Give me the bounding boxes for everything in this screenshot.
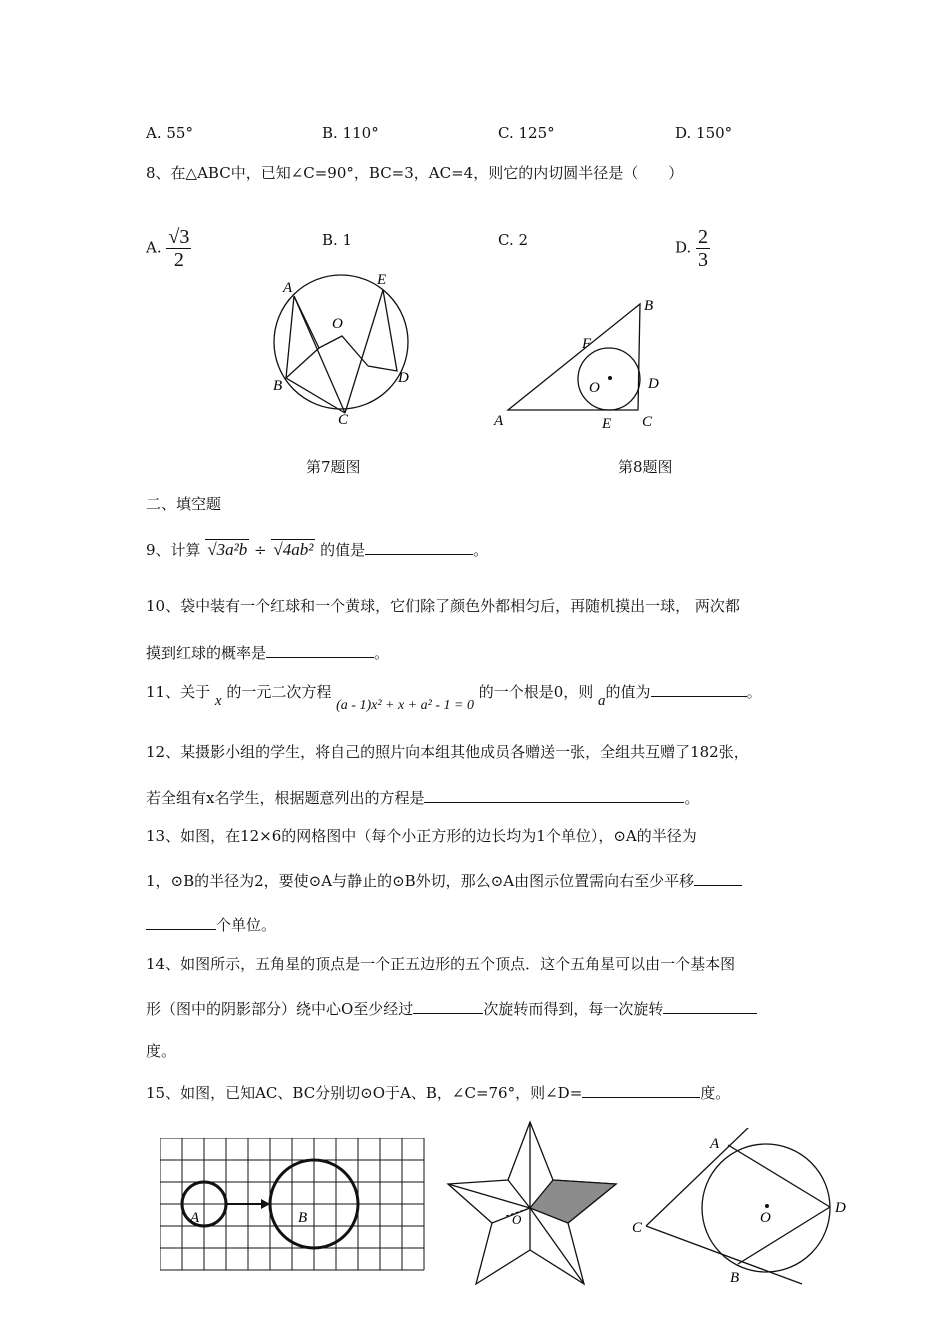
fig15-chord-bd xyxy=(738,1207,830,1264)
q14-line-2 xyxy=(146,997,757,1019)
q9-answer-blank[interactable] xyxy=(365,538,473,555)
q11-prefix: 11、关于 xyxy=(146,683,211,701)
fig8-label-b: B xyxy=(644,298,654,314)
fig15-tangent-cb xyxy=(646,1226,802,1284)
q12-answer-blank[interactable] xyxy=(424,786,684,803)
q7-option-d: D. 150° xyxy=(675,124,733,142)
fig15-label-c: C xyxy=(632,1220,643,1236)
q8-option-d-prefix: D. xyxy=(675,238,692,257)
q11-suffix: 的值为 xyxy=(605,683,651,701)
q9-expr-1: √3a²b xyxy=(207,540,248,559)
q13-line-2-text: 1，⊙B的半径为2，要使⊙A与静止的⊙B外切，那么⊙A由图示位置需向右至少平移 xyxy=(146,872,695,890)
q11-answer-blank[interactable] xyxy=(651,680,747,697)
fig14-shaded-region xyxy=(530,1180,616,1223)
q13-line-3-suffix: 个单位。 xyxy=(216,916,277,934)
q7-option-b: B. 110° xyxy=(322,124,379,142)
q15-prefix: 15、如图，已知AC、BC分别切⊙O于A、B，∠C=76°，则∠D= xyxy=(146,1084,583,1102)
fig8-label-f: F xyxy=(582,336,592,352)
q14-answer-blank-2[interactable] xyxy=(663,997,757,1014)
fig15-center-dot xyxy=(765,1204,769,1208)
fig7-chord-ec xyxy=(345,290,383,413)
q10-answer-blank[interactable] xyxy=(266,641,374,658)
q10-line-2-prefix: 摸到红球的概率是 xyxy=(146,644,267,662)
q15-answer-blank[interactable] xyxy=(582,1081,700,1098)
fig15-circle xyxy=(702,1144,830,1272)
figure-8-triangle-diagram xyxy=(488,290,678,440)
figure-14-star-diagram xyxy=(444,1118,626,1290)
q8-option-a-prefix: A. xyxy=(146,238,162,257)
q9-operator: ÷ xyxy=(254,541,267,559)
fig15-label-b: B xyxy=(730,1270,740,1286)
fig8-label-c: C xyxy=(642,414,653,430)
q11-end: 。 xyxy=(746,683,762,701)
fig7-label-a: A xyxy=(283,280,293,296)
q13-answer-blank-part-2[interactable] xyxy=(146,913,216,930)
q8-option-a xyxy=(146,226,191,271)
fig14-label-o: O xyxy=(512,1212,522,1227)
section-title-fill-in: 二、填空题 xyxy=(146,495,222,513)
q11 xyxy=(146,680,762,713)
q8-option-d-fraction xyxy=(696,226,710,271)
fig8-label-a: A xyxy=(494,413,504,429)
q12-line-2 xyxy=(146,786,699,808)
fig13-label-b: B xyxy=(298,1210,308,1226)
q14-line-2-prefix: 形（图中的阴影部分）绕中心O至少经过 xyxy=(146,1000,414,1018)
q9-end: 。 xyxy=(473,541,489,559)
q14-line-2-mid: 次旋转而得到，每一次旋转 xyxy=(483,1000,664,1018)
q10-end: 。 xyxy=(374,644,390,662)
q7-option-a: A. 55° xyxy=(146,124,193,142)
q11-var-x: x xyxy=(214,693,222,709)
fig8-label-d: D xyxy=(648,376,659,392)
q15-suffix: 度。 xyxy=(700,1084,731,1102)
fig15-chord-ad xyxy=(728,1145,830,1207)
q11-var-a: a xyxy=(598,693,606,709)
q8-option-b: B. 1 xyxy=(322,231,353,249)
fig7-label-d: D xyxy=(398,370,409,386)
q14-line-1: 14、如图所示，五角星的顶点是一个正五边形的五个顶点．这个五角星可以由一个基本图 xyxy=(146,955,736,973)
q14-answer-blank-1[interactable] xyxy=(413,997,483,1014)
fig7-label-b: B xyxy=(273,378,283,394)
q12-line-1: 12、某摄影小组的学生，将自己的照片向本组其他成员各赠送一张，全组共互赠了182张， xyxy=(146,743,749,761)
fig7-line-ob xyxy=(286,348,319,378)
figure-7-circle-diagram xyxy=(265,268,425,428)
q8-option-d xyxy=(675,226,710,271)
fig8-center-dot xyxy=(608,376,612,380)
fig7-circle xyxy=(274,275,408,409)
figure-8-caption: 第8题图 xyxy=(618,458,673,476)
fig7-lines-aod xyxy=(294,296,368,366)
fig7-chord-ed xyxy=(368,290,397,371)
q10-line-2 xyxy=(146,641,389,663)
q9 xyxy=(146,538,488,560)
q11-mid-2: 的一个根是0，则 xyxy=(478,683,594,701)
q9-prefix: 9、计算 xyxy=(146,541,201,559)
fig15-label-d: D xyxy=(835,1200,846,1216)
fig7-label-o: O xyxy=(332,316,343,332)
fig8-label-o: O xyxy=(589,380,600,396)
q11-equation: (a - 1)x² + x + a² - 1 = 0 xyxy=(336,698,474,713)
q11-mid: 的一元二次方程 xyxy=(226,683,332,701)
q13-answer-blank-part-1[interactable] xyxy=(694,869,742,886)
fig7-chord-abc xyxy=(286,296,345,413)
fig15-tangent-ca xyxy=(646,1128,750,1226)
q13-line-2 xyxy=(146,869,742,891)
q8-option-a-numerator: √3 xyxy=(168,226,190,248)
fig8-triangle xyxy=(508,304,640,410)
fig8-label-e: E xyxy=(602,416,612,432)
fig15-label-a: A xyxy=(710,1136,720,1152)
q12-end: 。 xyxy=(684,789,700,807)
q8-option-d-numerator: 2 xyxy=(698,226,709,248)
q8-option-c: C. 2 xyxy=(498,231,529,249)
fig7-label-c: C xyxy=(338,412,349,428)
q10-line-1: 10、袋中装有一个红球和一个黄球，它们除了颜色外都相匀后，再随机摸出一球， 两次都 xyxy=(146,597,740,615)
q8-option-a-fraction xyxy=(166,226,191,271)
fig7-label-e: E xyxy=(377,272,387,288)
figure-13-grid-diagram xyxy=(160,1138,428,1274)
q8-option-d-denominator: 3 xyxy=(698,249,709,271)
q12-line-2-prefix: 若全组有x名学生，根据题意列出的方程是 xyxy=(146,789,425,807)
q9-expr-2: √4ab² xyxy=(273,540,314,559)
q13-line-3 xyxy=(146,913,276,935)
figure-7-caption: 第7题图 xyxy=(306,458,361,476)
q15 xyxy=(146,1081,730,1103)
q8-option-a-denominator: 2 xyxy=(173,249,184,271)
figure-15-tangent-diagram xyxy=(628,1128,860,1288)
q14-line-3: 度。 xyxy=(146,1042,177,1060)
fig13-grid-lines xyxy=(160,1138,424,1270)
fig13-label-a: A xyxy=(190,1210,200,1226)
q7-option-c: C. 125° xyxy=(498,124,555,142)
fig15-label-o: O xyxy=(760,1210,771,1226)
q13-line-1: 13、如图，在12×6的网格图中（每个小正方形的边长均为1个单位），⊙A的半径为 xyxy=(146,827,697,845)
q9-suffix: 的值是 xyxy=(320,541,366,559)
q8-stem: 8、在△ABC中，已知∠C=90°，BC=3，AC=4，则它的内切圆半径是（ ） xyxy=(146,164,684,182)
